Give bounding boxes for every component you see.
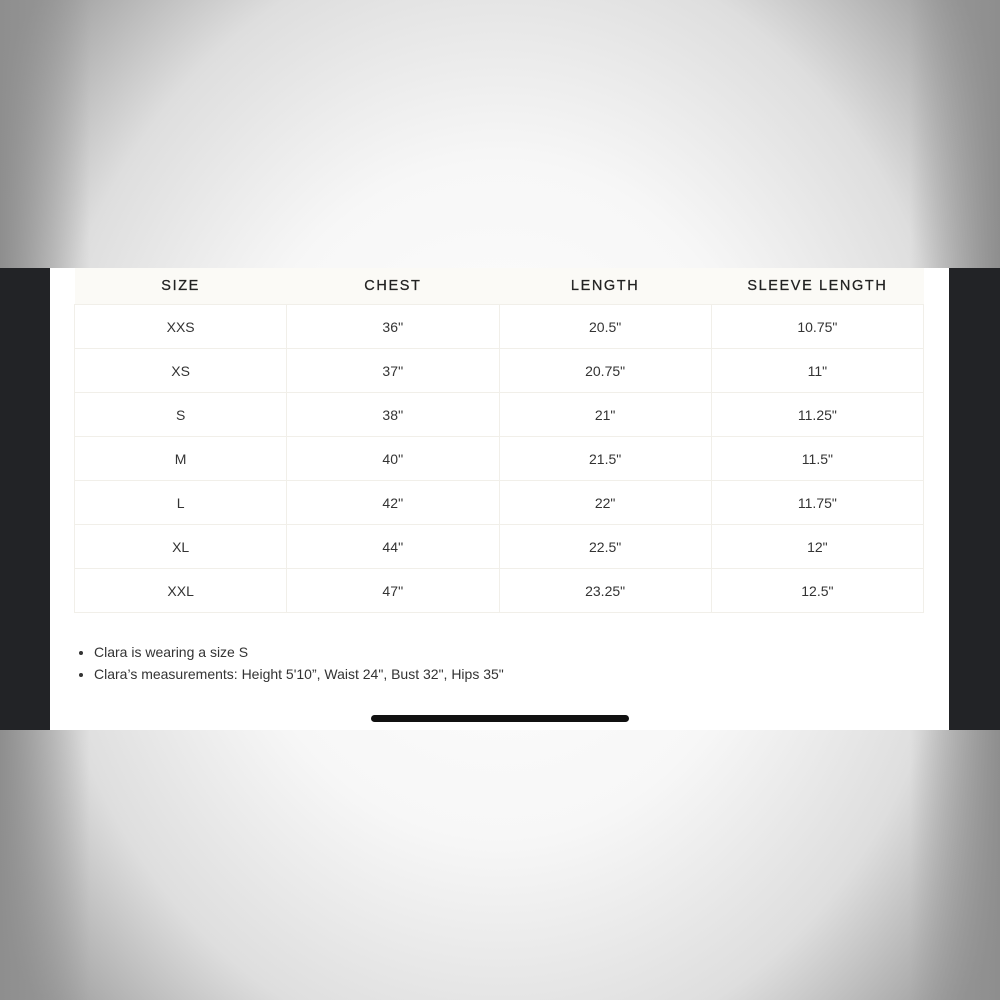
sleeve-length-cell: 12.5" (711, 569, 923, 613)
chest-cell: 37'' (287, 349, 499, 393)
phone-screenshot (0, 268, 1000, 730)
table-row (75, 481, 924, 525)
table-header-row (75, 268, 924, 305)
size-cell: XXL (75, 569, 287, 613)
sleeve-length-cell: 11.75" (711, 481, 923, 525)
size-cell: XL (75, 525, 287, 569)
sleeve-length-cell: 11" (711, 349, 923, 393)
size-cell: XS (75, 349, 287, 393)
chest-cell: 38'' (287, 393, 499, 437)
length-cell: 21" (499, 393, 711, 437)
table-row (75, 349, 924, 393)
column-header-size: SIZE (75, 268, 287, 305)
length-cell: 23.25" (499, 569, 711, 613)
length-cell: 21.5" (499, 437, 711, 481)
chest-cell: 40'' (287, 437, 499, 481)
model-notes-list (74, 641, 504, 685)
column-header-length: LENGTH (499, 268, 711, 305)
note-model-measurements: • Clara’s measurements: Height 5'10”, Waist 24", Bust 32", Hips 35" (94, 663, 504, 685)
size-cell: M (75, 437, 287, 481)
table-row (75, 393, 924, 437)
chest-cell: 44'' (287, 525, 499, 569)
chest-cell: 42'' (287, 481, 499, 525)
chest-cell: 36'' (287, 305, 499, 349)
size-cell: S (75, 393, 287, 437)
size-cell: XXS (75, 305, 287, 349)
sleeve-length-cell: 12" (711, 525, 923, 569)
column-header-chest: CHEST (287, 268, 499, 305)
column-header-sleeve-length: SLEEVE LENGTH (711, 268, 923, 305)
sleeve-length-cell: 11.5" (711, 437, 923, 481)
sleeve-length-cell: 10.75" (711, 305, 923, 349)
table-row (75, 437, 924, 481)
length-cell: 22" (499, 481, 711, 525)
table-row (75, 305, 924, 349)
table-row (75, 569, 924, 613)
length-cell: 22.5" (499, 525, 711, 569)
size-cell: L (75, 481, 287, 525)
length-cell: 20.5" (499, 305, 711, 349)
home-indicator-bar[interactable] (371, 715, 629, 722)
size-chart-table (74, 268, 924, 613)
length-cell: 20.75" (499, 349, 711, 393)
table-row (75, 525, 924, 569)
chest-cell: 47'' (287, 569, 499, 613)
note-model-size: • Clara is wearing a size S (94, 641, 504, 663)
sleeve-length-cell: 11.25" (711, 393, 923, 437)
screen-content (50, 268, 949, 730)
